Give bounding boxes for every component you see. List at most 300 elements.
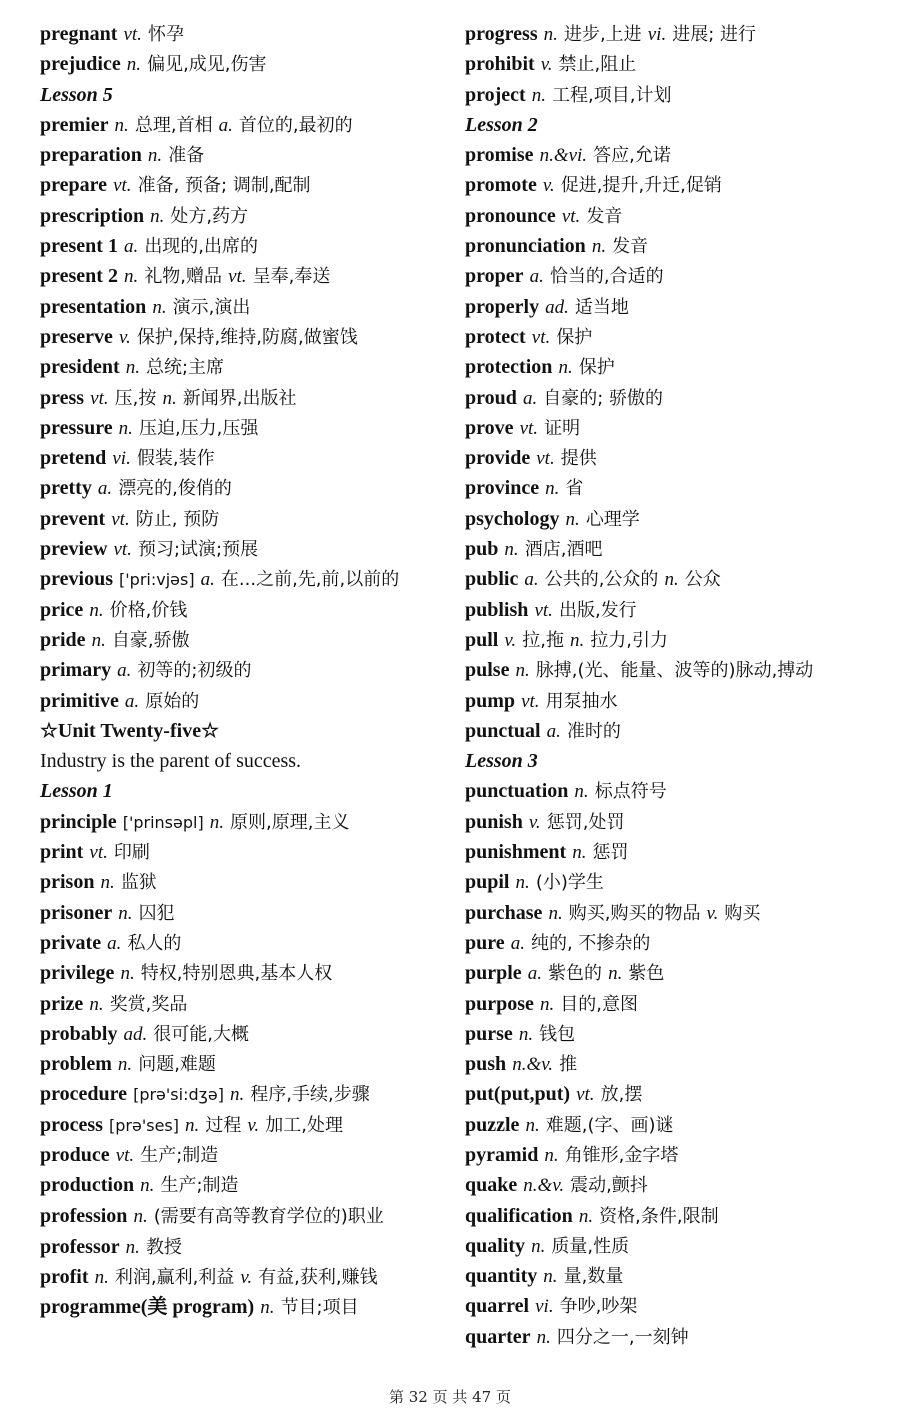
vocab-entry	[40, 383, 450, 413]
headword: preserve	[40, 325, 113, 348]
part-of-speech: n.	[91, 629, 106, 651]
headword: promise	[465, 144, 534, 167]
phonetic: ['pri:vjəs]	[119, 570, 195, 590]
vocab-entry	[40, 1232, 450, 1262]
vocab-entry	[40, 110, 450, 140]
meaning: (小)学生	[535, 872, 604, 894]
vocab-entry	[465, 686, 885, 716]
meaning: 紫色	[628, 963, 665, 985]
meaning: 原则,原理,主义	[230, 811, 350, 833]
vocab-entry	[40, 322, 450, 352]
headword: present 1	[40, 235, 118, 258]
part-of-speech: n.	[260, 1297, 275, 1319]
part-of-speech: n.	[140, 1175, 155, 1197]
headword: pub	[465, 538, 499, 561]
meaning: 难题,(字、画)谜	[545, 1114, 674, 1136]
headword: procedure	[40, 1083, 128, 1106]
headword: public	[465, 568, 519, 591]
vocab-entry	[40, 837, 450, 867]
part-of-speech: n.	[543, 24, 558, 45]
vocab-entry	[465, 1170, 885, 1200]
headword: preparation	[40, 144, 142, 167]
vocab-entry	[40, 807, 450, 837]
part-of-speech: n.	[100, 872, 115, 894]
vocab-entry	[465, 261, 885, 291]
vocab-entry	[40, 292, 450, 322]
meaning: 惩罚,处罚	[546, 811, 625, 833]
part-of-speech: a.	[200, 569, 215, 591]
vocab-entry	[40, 1262, 450, 1292]
part-of-speech: n.&v.	[523, 1175, 565, 1197]
meaning: 自豪的; 骄傲的	[543, 387, 664, 409]
headword: prohibit	[465, 53, 535, 76]
vocab-entry	[465, 473, 885, 503]
part-of-speech: n.	[518, 1023, 534, 1045]
vocab-entry	[40, 49, 450, 79]
right-column	[465, 19, 885, 1352]
meaning: 程序,手续,步骤	[250, 1084, 370, 1106]
meaning: 新闻界,出版社	[182, 387, 297, 409]
part-of-speech: vt.	[531, 326, 551, 348]
part-of-speech: a.	[524, 569, 539, 591]
vocab-entry	[465, 201, 885, 231]
vocab-entry	[465, 80, 885, 110]
part-of-speech: n.	[150, 205, 165, 227]
vocab-entry	[40, 1110, 450, 1140]
vocab-entry	[465, 413, 885, 443]
headword: push	[465, 1053, 507, 1076]
headword: pulse	[465, 659, 510, 682]
vocab-entry	[40, 1292, 450, 1322]
meaning: 问题,难题	[138, 1054, 216, 1076]
meaning: 提供	[560, 448, 597, 470]
meaning: 进展; 进行	[672, 24, 757, 45]
meaning: 紫色的	[548, 963, 603, 985]
phonetic: [prə'si:dʒə]	[133, 1085, 224, 1105]
part-of-speech: vt.	[519, 417, 539, 439]
headword: previous	[40, 568, 113, 591]
headword: purse	[465, 1022, 513, 1045]
meaning: 印刷	[113, 842, 150, 864]
meaning: 生产;制造	[140, 1144, 219, 1166]
vocab-entry	[465, 867, 885, 897]
headword: purpose	[465, 992, 534, 1015]
part-of-speech: a.	[527, 963, 542, 985]
meaning: 争吵,吵架	[559, 1296, 638, 1318]
headword: professor	[40, 1235, 120, 1258]
meaning: 标点符号	[594, 781, 667, 803]
meaning: 震动,颤抖	[570, 1175, 648, 1197]
part-of-speech: vt.	[111, 508, 130, 530]
part-of-speech: a.	[218, 114, 233, 136]
headword: protection	[465, 356, 553, 379]
meaning: 防止, 预防	[135, 508, 220, 530]
vocab-entry	[465, 898, 885, 928]
vocab-entry	[465, 170, 885, 200]
meaning: 惩罚	[592, 842, 629, 864]
vocab-entry	[40, 504, 450, 534]
meaning: 生产;制造	[160, 1175, 239, 1197]
meaning: 购买,购买的物品	[568, 902, 701, 924]
part-of-speech: vt.	[561, 205, 581, 227]
part-of-speech: vi.	[112, 448, 131, 470]
meaning: 心理学	[585, 508, 640, 530]
part-of-speech: n.	[578, 1205, 594, 1227]
meaning: 节目;项目	[280, 1297, 359, 1319]
headword: provide	[465, 447, 531, 470]
part-of-speech: v.	[542, 175, 555, 197]
headword: presentation	[40, 295, 147, 318]
vocab-entry	[40, 655, 450, 685]
headword: profession	[40, 1204, 128, 1227]
vocab-entry	[40, 231, 450, 261]
part-of-speech: vt.	[576, 1084, 595, 1106]
vocab-entry	[465, 1140, 885, 1170]
part-of-speech: ad.	[545, 296, 569, 318]
vocab-entry	[465, 140, 885, 170]
meaning: 拉力,引力	[590, 629, 669, 651]
headword: pronounce	[465, 204, 556, 227]
headword: quantity	[465, 1265, 538, 1288]
meaning: 公共的,公众的	[544, 569, 659, 591]
meaning: 保护,保持,维持,防腐,做蜜饯	[136, 326, 358, 348]
headword: punctuation	[465, 780, 569, 803]
meaning: 演示,演出	[172, 296, 251, 318]
vocab-entry	[40, 201, 450, 231]
headword: punishment	[465, 841, 567, 864]
headword: quake	[465, 1174, 518, 1197]
vocab-entry	[465, 19, 885, 49]
headword: properly	[465, 295, 540, 318]
part-of-speech: vt.	[536, 448, 555, 470]
vocab-entry	[40, 534, 450, 564]
part-of-speech: a.	[522, 387, 538, 409]
vocab-entry	[40, 473, 450, 503]
meaning: 奖赏,奖品	[109, 993, 188, 1015]
meaning: 囚犯	[138, 902, 175, 924]
part-of-speech: v.	[240, 1267, 253, 1289]
meaning: 资格,条件,限制	[599, 1205, 719, 1227]
headword: pyramid	[465, 1143, 539, 1166]
headword: process	[40, 1113, 103, 1136]
meaning: 适当地	[574, 296, 629, 318]
vocab-entry	[40, 1170, 450, 1200]
part-of-speech: n.	[591, 236, 607, 258]
headword: publish	[465, 598, 529, 621]
meaning: 利润,赢利,利益	[114, 1267, 235, 1289]
unit-heading: ☆Unit Twenty-five☆	[40, 719, 219, 742]
part-of-speech: n.	[117, 1054, 133, 1076]
headword: protect	[465, 325, 526, 348]
part-of-speech: n.	[89, 599, 104, 621]
meaning: 出版,发行	[558, 599, 637, 621]
part-of-speech: a.	[97, 478, 113, 500]
part-of-speech: n.&v.	[512, 1054, 554, 1076]
headword: private	[40, 931, 102, 954]
phonetic: [prə'ses]	[109, 1115, 179, 1135]
headword: pull	[465, 628, 499, 651]
meaning: 首位的,最初的	[238, 114, 353, 136]
vocab-entry	[40, 1201, 450, 1232]
meaning: 特权,特别恩典,基本人权	[140, 963, 333, 985]
headword: pupil	[465, 871, 510, 894]
part-of-speech: vt.	[90, 387, 109, 409]
vocab-entry	[40, 413, 450, 443]
vocab-entry	[465, 776, 885, 806]
headword: principle	[40, 810, 117, 833]
vocab-entry	[40, 352, 450, 382]
meaning: 初等的;初级的	[137, 660, 252, 682]
part-of-speech: v.	[247, 1114, 260, 1136]
meaning: 加工,处理	[265, 1114, 343, 1136]
part-of-speech: n.	[152, 296, 167, 318]
headword: pronunciation	[465, 235, 586, 258]
headword: prescription	[40, 204, 145, 227]
part-of-speech: vt.	[113, 539, 132, 561]
meaning: 恰当的,合适的	[549, 266, 664, 288]
vocab-entry	[40, 1079, 450, 1109]
headword: prisoner	[40, 901, 113, 924]
part-of-speech: n.	[531, 1235, 546, 1257]
vocab-entry	[40, 595, 450, 625]
headword: punish	[465, 810, 523, 833]
vocab-entry	[465, 1110, 885, 1140]
vocab-entry	[465, 595, 885, 625]
part-of-speech: vt.	[521, 690, 540, 712]
meaning: 压,按	[114, 387, 157, 409]
vocab-entry	[465, 443, 885, 473]
meaning: 在...之前,先,前,以前的	[220, 569, 400, 591]
vocab-entry	[40, 170, 450, 200]
vocab-entry	[40, 867, 450, 897]
part-of-speech: vt.	[534, 599, 553, 621]
part-of-speech: vt.	[89, 842, 108, 864]
part-of-speech: n.	[118, 902, 133, 924]
vocab-entry	[465, 504, 885, 534]
left-column	[40, 19, 450, 1323]
meaning: 证明	[544, 417, 581, 439]
headword: probably	[40, 1022, 118, 1045]
part-of-speech: n.	[539, 993, 555, 1015]
part-of-speech: n.	[515, 872, 530, 894]
part-of-speech: vt.	[228, 266, 247, 288]
meaning: 有益,获利,赚钱	[258, 1267, 378, 1289]
headword: prove	[465, 416, 514, 439]
meaning: 总理,首相	[134, 114, 213, 136]
vocab-entry	[40, 625, 450, 655]
part-of-speech: ad.	[123, 1023, 148, 1045]
vocab-entry	[40, 443, 450, 473]
vocab-entry	[40, 564, 450, 594]
vocab-entry	[40, 989, 450, 1019]
part-of-speech: n.	[531, 84, 547, 106]
vocab-entry	[465, 322, 885, 352]
headword: promote	[465, 174, 537, 197]
part-of-speech: n.	[544, 1144, 559, 1166]
vocab-entry	[40, 140, 450, 170]
vocab-entry	[40, 686, 450, 716]
headword: price	[40, 598, 84, 621]
headword: purchase	[465, 901, 543, 924]
vocab-entry	[465, 958, 885, 988]
meaning: 放,摆	[600, 1084, 643, 1106]
headword: pure	[465, 931, 505, 954]
part-of-speech: n.	[504, 539, 519, 561]
headword: press	[40, 386, 85, 409]
part-of-speech: n.	[209, 811, 224, 833]
headword: pretend	[40, 447, 107, 470]
headword: pump	[465, 689, 516, 712]
vocab-entry	[465, 807, 885, 837]
headword: puzzle	[465, 1113, 520, 1136]
vocab-entry	[40, 928, 450, 958]
vocab-entry	[465, 1261, 885, 1291]
part-of-speech: n.	[185, 1114, 200, 1136]
part-of-speech: n.	[536, 1326, 551, 1348]
part-of-speech: a.	[124, 236, 139, 258]
part-of-speech: n.	[162, 387, 177, 409]
part-of-speech: n.	[120, 963, 135, 985]
meaning: 目的,意图	[560, 993, 638, 1015]
vocab-entry	[465, 837, 885, 867]
part-of-speech: n.	[118, 417, 133, 439]
meaning: 压迫,压力,压强	[138, 417, 259, 439]
part-of-speech: n.	[515, 660, 530, 682]
part-of-speech: v.	[504, 629, 517, 651]
meaning: 省	[565, 478, 584, 500]
vocab-entry	[465, 534, 885, 564]
part-of-speech: v.	[540, 54, 553, 76]
meaning: 工程,项目,计划	[552, 84, 672, 106]
part-of-speech: n.	[124, 266, 139, 288]
meaning: 进步,上进	[563, 24, 642, 45]
vocab-entry	[465, 655, 885, 685]
headword: purple	[465, 962, 522, 985]
meaning: 准时的	[566, 720, 621, 742]
headword: prepare	[40, 174, 108, 197]
headword: preview	[40, 538, 108, 561]
part-of-speech: n.	[558, 357, 573, 379]
headword: qualification	[465, 1204, 573, 1227]
meaning: 呈奉,奉送	[252, 266, 331, 288]
part-of-speech: n.	[126, 54, 142, 76]
headword: pressure	[40, 416, 113, 439]
meaning: 监狱	[120, 872, 157, 894]
meaning: 促进,提升,升迁,促销	[560, 175, 722, 197]
headword: prize	[40, 992, 84, 1015]
headword: quarrel	[465, 1295, 530, 1318]
meaning: 偏见,成见,伤害	[147, 54, 267, 76]
meaning: 纯的, 不掺杂的	[530, 932, 651, 954]
meaning: 教授	[145, 1236, 182, 1258]
vocab-entry	[40, 261, 450, 291]
meaning: 酒店,酒吧	[524, 539, 603, 561]
part-of-speech: vt.	[113, 175, 132, 197]
vocab-entry	[40, 958, 450, 988]
headword: print	[40, 841, 84, 864]
meaning: 保护	[578, 357, 615, 379]
headword: problem	[40, 1053, 112, 1076]
headword: primary	[40, 659, 112, 682]
part-of-speech: a.	[529, 266, 544, 288]
part-of-speech: vi.	[535, 1296, 554, 1318]
meaning: 答应,允诺	[593, 145, 671, 167]
part-of-speech: n.	[230, 1084, 245, 1106]
motto-line: Industry is the parent of success.	[40, 750, 302, 773]
vocab-entry	[465, 1019, 885, 1049]
meaning: 量,数量	[563, 1266, 624, 1288]
meaning: 出现的,出席的	[144, 236, 259, 258]
meaning: 购买	[724, 902, 761, 924]
meaning: 原始的	[145, 690, 200, 712]
part-of-speech: a.	[124, 690, 140, 712]
headword: produce	[40, 1143, 110, 1166]
headword: province	[465, 477, 540, 500]
meaning: 拉,拖	[522, 629, 564, 651]
meaning: 脉搏,(光、能量、波等的)脉动,搏动	[535, 660, 814, 682]
part-of-speech: n.	[570, 629, 585, 651]
meaning: 漂亮的,俊俏的	[118, 478, 232, 500]
meaning: 总统;主席	[145, 357, 225, 379]
headword: prevent	[40, 507, 106, 530]
vocab-entry	[465, 928, 885, 958]
meaning: 钱包	[539, 1023, 576, 1045]
meaning: 发音	[612, 236, 649, 258]
meaning: 私人的	[127, 932, 182, 954]
meaning: 价格,价钱	[109, 599, 188, 621]
headword: put(put,put)	[465, 1083, 571, 1106]
meaning: 保护	[556, 326, 593, 348]
meaning: 预习;试演;预展	[137, 539, 259, 561]
page-footer: 第 32 页 共 47 页	[388, 1388, 511, 1406]
meaning: 处方,药方	[170, 205, 249, 227]
vocab-entry	[465, 1231, 885, 1261]
part-of-speech: n.	[89, 993, 104, 1015]
part-of-speech: n.	[664, 569, 679, 591]
headword: privilege	[40, 962, 115, 985]
part-of-speech: n.	[94, 1267, 109, 1289]
headword: project	[465, 83, 526, 106]
meaning: 质量,性质	[551, 1235, 630, 1257]
part-of-speech: n.	[572, 842, 587, 864]
headword: programme(美 program)	[40, 1296, 255, 1319]
vocab-entry	[465, 989, 885, 1019]
part-of-speech: a.	[546, 720, 561, 742]
meaning: 礼物,赠品	[144, 266, 223, 288]
vocab-entry	[465, 292, 885, 322]
part-of-speech: n.	[133, 1205, 148, 1227]
vocab-entry	[40, 1049, 450, 1079]
headword: pregnant	[40, 23, 118, 45]
part-of-speech: n.	[565, 508, 580, 530]
vocab-entry	[465, 625, 885, 655]
headword: prejudice	[40, 53, 121, 76]
vocab-entry	[465, 1201, 885, 1231]
meaning: 公众	[684, 569, 721, 591]
meaning: 很可能,大概	[153, 1023, 250, 1045]
part-of-speech: n.	[608, 963, 623, 985]
headword: punctual	[465, 719, 541, 742]
vocab-entry	[465, 1291, 885, 1321]
part-of-speech: n.	[114, 114, 129, 136]
part-of-speech: n.	[548, 902, 563, 924]
phonetic: ['prinsəpl]	[122, 812, 204, 832]
vocab-entry	[465, 231, 885, 261]
headword: production	[40, 1174, 135, 1197]
meaning: 准备	[168, 145, 205, 167]
meaning: 自豪,骄傲	[111, 629, 190, 651]
vocab-entry	[465, 1079, 885, 1109]
